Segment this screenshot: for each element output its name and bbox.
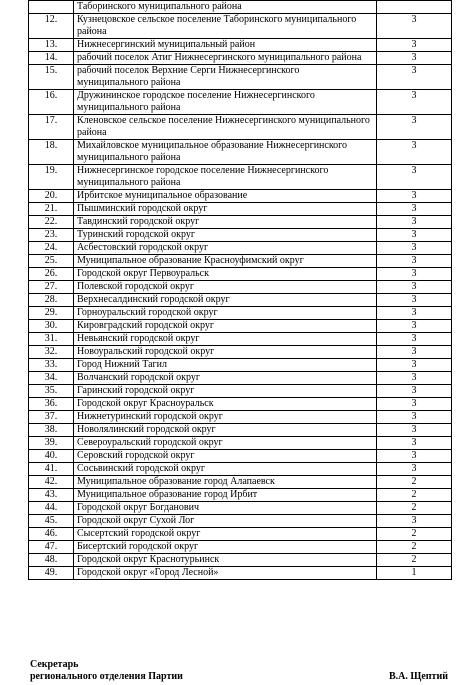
table-row (29, 346, 452, 359)
signature-title-line1: Секретарь (30, 659, 79, 670)
table-row (29, 463, 452, 476)
municipality-name-cell: Волчанский городской округ (74, 372, 377, 385)
row-number-cell: 38. (29, 424, 74, 437)
row-number-cell: 19. (29, 165, 74, 190)
table-row (29, 554, 452, 567)
municipality-name-cell: Муниципальное образование Красноуфимский округ (74, 255, 377, 268)
score-cell: 3 (377, 242, 452, 255)
municipality-name-cell: Асбестовский городской округ (74, 242, 377, 255)
score-cell: 3 (377, 115, 452, 140)
municipality-name-cell: Муниципальное образование город Алапаевск (74, 476, 377, 489)
municipality-name-cell: Верхнесалдинский городской округ (74, 294, 377, 307)
row-number-cell: 21. (29, 203, 74, 216)
row-number-cell: 36. (29, 398, 74, 411)
table-row (29, 255, 452, 268)
score-cell: 3 (377, 52, 452, 65)
municipality-name-cell: рабочий поселок Верхние Серги Нижнесергинского муниципального района (74, 65, 377, 90)
municipality-name-cell: Городской округ Богданович (74, 502, 377, 515)
municipality-name-cell: Нижнесергинское городское поселение Нижнесергинского муниципального района (74, 165, 377, 190)
score-cell: 3 (377, 140, 452, 165)
row-number-cell: 15. (29, 65, 74, 90)
signatory-name: В.А. Щептий (388, 671, 448, 682)
row-number-cell: 16. (29, 90, 74, 115)
municipality-name-cell: Городской округ Сухой Лог (74, 515, 377, 528)
table-row (29, 424, 452, 437)
row-number-cell: 18. (29, 140, 74, 165)
municipality-name-cell: Кировградский городской округ (74, 320, 377, 333)
table-row (29, 268, 452, 281)
municipality-name-cell: Нижнесергинский муниципальный район (74, 39, 377, 52)
municipality-name-cell: Туринский городской округ (74, 229, 377, 242)
score-cell: 3 (377, 320, 452, 333)
table-row (29, 216, 452, 229)
score-cell: 2 (377, 528, 452, 541)
score-cell: 3 (377, 515, 452, 528)
score-cell: 3 (377, 437, 452, 450)
row-number-cell: 30. (29, 320, 74, 333)
score-cell: 3 (377, 372, 452, 385)
row-number-cell: 22. (29, 216, 74, 229)
row-number-cell: 49. (29, 567, 74, 580)
row-number-cell: 48. (29, 554, 74, 567)
score-cell: 3 (377, 39, 452, 52)
table-row (29, 1, 452, 14)
table-body (29, 1, 452, 580)
table-row (29, 502, 452, 515)
table-row (29, 140, 452, 165)
municipality-name-cell: Невьянский городской округ (74, 333, 377, 346)
row-number-cell: 32. (29, 346, 74, 359)
table-row (29, 242, 452, 255)
score-cell: 3 (377, 398, 452, 411)
row-number-cell: 26. (29, 268, 74, 281)
table-row (29, 372, 452, 385)
row-number-cell: 46. (29, 528, 74, 541)
table-row (29, 320, 452, 333)
municipality-name-cell: Гаринский городской округ (74, 385, 377, 398)
row-number-cell: 31. (29, 333, 74, 346)
row-number-cell: 42. (29, 476, 74, 489)
table-row (29, 515, 452, 528)
row-number-cell: 14. (29, 52, 74, 65)
row-number-cell: 13. (29, 39, 74, 52)
score-cell: 3 (377, 216, 452, 229)
table-row (29, 229, 452, 242)
score-cell (377, 1, 452, 14)
municipality-name-cell: Бисертский городской округ (74, 541, 377, 554)
row-number-cell: 44. (29, 502, 74, 515)
score-cell: 2 (377, 554, 452, 567)
score-cell: 3 (377, 14, 452, 39)
row-number-cell: 40. (29, 450, 74, 463)
score-cell: 3 (377, 359, 452, 372)
score-cell: 3 (377, 65, 452, 90)
score-cell: 3 (377, 294, 452, 307)
row-number-cell: 27. (29, 281, 74, 294)
score-cell: 3 (377, 307, 452, 320)
signature-title-line2: регионального отделения Партии (30, 671, 183, 682)
municipality-name-cell: Сосьвинский городской округ (74, 463, 377, 476)
table-row (29, 385, 452, 398)
table-row (29, 333, 452, 346)
row-number-cell: 12. (29, 14, 74, 39)
municipality-name-cell: Нижнетуринский городской округ (74, 411, 377, 424)
row-number-cell: 17. (29, 115, 74, 140)
table-row (29, 489, 452, 502)
municipality-name-cell: Кузнецовское сельское поселение Таборинского муниципального района (74, 14, 377, 39)
score-cell: 3 (377, 203, 452, 216)
row-number-cell: 28. (29, 294, 74, 307)
table-row (29, 528, 452, 541)
table-row (29, 437, 452, 450)
score-cell: 3 (377, 268, 452, 281)
row-number-cell: 29. (29, 307, 74, 320)
score-cell: 1 (377, 567, 452, 580)
row-number-cell: 39. (29, 437, 74, 450)
municipality-name-cell: Городской округ «Город Лесной» (74, 567, 377, 580)
score-cell: 2 (377, 476, 452, 489)
score-cell: 3 (377, 90, 452, 115)
table-row (29, 165, 452, 190)
score-cell: 3 (377, 165, 452, 190)
municipality-name-cell: Таборинского муниципального района (74, 1, 377, 14)
table-row (29, 52, 452, 65)
municipality-name-cell: Североуральский городской округ (74, 437, 377, 450)
municipality-name-cell: Город Нижний Тагил (74, 359, 377, 372)
table-row (29, 450, 452, 463)
table-row (29, 203, 452, 216)
municipality-name-cell: Серовский городской округ (74, 450, 377, 463)
table-row (29, 359, 452, 372)
score-cell: 3 (377, 346, 452, 359)
score-cell: 3 (377, 255, 452, 268)
table-row (29, 307, 452, 320)
score-cell: 3 (377, 450, 452, 463)
row-number-cell: 45. (29, 515, 74, 528)
municipality-name-cell: Городской округ Красноуральск (74, 398, 377, 411)
municipality-name-cell: Полевской городской округ (74, 281, 377, 294)
table-row (29, 567, 452, 580)
row-number-cell: 20. (29, 190, 74, 203)
score-cell: 3 (377, 411, 452, 424)
table-row (29, 90, 452, 115)
score-cell: 3 (377, 385, 452, 398)
row-number-cell: 47. (29, 541, 74, 554)
table-row (29, 294, 452, 307)
score-cell: 2 (377, 541, 452, 554)
municipality-name-cell: Кленовское сельское поселение Нижнесергинского муниципального района (74, 115, 377, 140)
row-number-cell: 37. (29, 411, 74, 424)
row-number-cell (29, 1, 74, 14)
row-number-cell: 23. (29, 229, 74, 242)
municipality-name-cell: Дружининское городское поселение Нижнесергинского муниципального района (74, 90, 377, 115)
score-cell: 3 (377, 463, 452, 476)
score-cell: 3 (377, 281, 452, 294)
score-cell: 2 (377, 502, 452, 515)
row-number-cell: 43. (29, 489, 74, 502)
score-cell: 3 (377, 424, 452, 437)
table-row (29, 411, 452, 424)
municipality-name-cell: Новолялинский городской округ (74, 424, 377, 437)
municipality-name-cell: Сысертский городской округ (74, 528, 377, 541)
score-cell: 3 (377, 229, 452, 242)
row-number-cell: 34. (29, 372, 74, 385)
table-row (29, 476, 452, 489)
row-number-cell: 24. (29, 242, 74, 255)
table-row (29, 14, 452, 39)
score-cell: 3 (377, 190, 452, 203)
row-number-cell: 25. (29, 255, 74, 268)
row-number-cell: 35. (29, 385, 74, 398)
table-row (29, 541, 452, 554)
municipality-name-cell: Пышминский городской округ (74, 203, 377, 216)
row-number-cell: 33. (29, 359, 74, 372)
party-rating-table (28, 0, 452, 580)
table-row (29, 65, 452, 90)
score-cell: 2 (377, 489, 452, 502)
table-row (29, 115, 452, 140)
table-row (29, 281, 452, 294)
score-cell: 3 (377, 333, 452, 346)
municipality-name-cell: Городской округ Первоуральск (74, 268, 377, 281)
municipality-name-cell: Городской округ Краснотурьинск (74, 554, 377, 567)
municipality-name-cell: Горноуральский городской округ (74, 307, 377, 320)
municipality-name-cell: рабочий поселок Атиг Нижнесергинского муниципального района (74, 52, 377, 65)
municipality-name-cell: Ирбитское муниципальное образование (74, 190, 377, 203)
row-number-cell: 41. (29, 463, 74, 476)
municipality-name-cell: Новоуральский городской округ (74, 346, 377, 359)
municipality-name-cell: Михайловское муниципальное образование Нижнесергинского муниципального района (74, 140, 377, 165)
table-row (29, 398, 452, 411)
table-row (29, 190, 452, 203)
table-row (29, 39, 452, 52)
municipality-name-cell: Муниципальное образование город Ирбит (74, 489, 377, 502)
municipality-name-cell: Тавдинский городской округ (74, 216, 377, 229)
signature-title (30, 659, 183, 683)
